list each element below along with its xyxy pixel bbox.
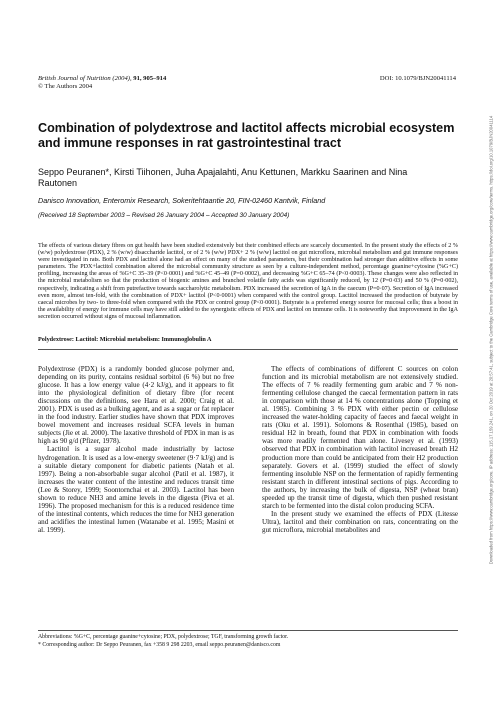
body-column-left bbox=[38, 365, 234, 534]
affiliation: Danisco Innovation, Enteromix Research, Sokeritehtaantie 20, FIN-02460 Kantvik, Finland bbox=[38, 196, 326, 205]
download-sidebar bbox=[487, 20, 495, 660]
paragraph: In the present study we examined the effects of PDX (Litesse Ultra), lactitol and their combination on rats, concentrating on the gut microflora, microbial metabolites and bbox=[262, 509, 458, 534]
keywords: Polydextrose: Lactitol: Microbial metabolism: Immunoglobulin A bbox=[38, 336, 212, 343]
journal-volume-pages: 91, 905–914 bbox=[133, 75, 167, 82]
received-dates: (Received 18 September 2003 – Revised 26 January 2004 – Accepted 30 January 2004) bbox=[38, 212, 290, 219]
keywords-divider bbox=[38, 349, 458, 350]
body-column-right bbox=[262, 365, 458, 534]
footnote-corresponding-author: * Corresponding author: Dr Seppo Peuranen, fax +358 9 298 2203, email seppo.peuranen@danisco.com bbox=[38, 642, 281, 648]
download-notice: Downloaded from https://www.cambridge.org/core. IP address: 115.17.159.241, on 20 Oct 2019 at 20:57:41, subject to the Cambridge Core terms of use, available at https://www.cambridge.org/core/terms. https://doi.org/10.1079/BJN20041114 bbox=[488, 115, 494, 565]
footnote-divider bbox=[38, 630, 458, 631]
doi: DOI: 10.1079/BJN20041114 bbox=[379, 75, 456, 82]
copyright: © The Authors 2004 bbox=[38, 83, 93, 90]
paragraph: Lactitol is a sugar alcohol made industrially by lactose hydrogenation. It is used as a low-energy sweetener (9·7 kJ/g) and is a suitable dietary component for diabetic patients (Natah et al. 1997). Being a non-absorbable sugar alcohol (Patil et al. 1987), it increases the water content of the intestine and reduces transit time (Lee & Storey, 1999; Soontornchai et al. 2003). Lactitol has been shown to reduce NH3 and amine levels in the digesta (Piva et al. 1996). The proposed mechanism for this is a reduced residence time of the intestinal contents, which reduces the time for NH3 generation and acidifies the intestinal lumen (Watanabe et al. 1995; Masini et al. 1999). bbox=[38, 445, 235, 534]
footnote-abbreviations: Abbreviations: %G+C, percentage guanine+cytosine; PDX, polydextrose; TGF, transforming growth factor. bbox=[38, 634, 289, 640]
journal-citation: British Journal of Nutrition (2004), 91, 905–914 bbox=[38, 75, 167, 82]
abstract: The effects of various dietary fibres on gut health have been studied extensively but their combined effects are scarcely documented. In the present study the effects of 2 % (w/w) polydextrose (PDX), 2 % (w/w) disaccharide lactitol, or of 2 % (w/w) PDX+ 2 % (w/w) lactitol on gut microflora, microbial metabolism and gut immune responses were investigated in rats. Both PDX and lactitol alone had an effect on many of the studied parameters, but their combination had stronger than additive effects in some parameters. The PDX+lactitol combination altered the microbial community structure as seen by a culture-independent method, percentage guanine+cytosine (%G+C) profiling, increasing the areas of %G+C 35–39 (P<0·0001) and %G+C 45–49 (P=0·0002), and decreasing %G+C 65–74 (P<0·0003). These changes were also reflected in the microbial metabolism so that the production of biogenic amines and branched volatile fatty acids was significantly reduced, by 12 (P=0·03) and 50 % (P=0·002), respectively, indicating a shift from putrefactive towards saccharolytic metabolism. PDX increased the secretion of IgA in the caecum (P=0·07). Secretion of IgA increased even more, almost ten-fold, with the combination of PDX+ lactitol (P<0·0001) when compared with the control group. Lactitol increased the production of butyrate by caecal microbes by two- to three-fold when compared with the PDX or control group (P<0·0001). Butyrate is a preferred energy source for mucosal cells; thus a boost in the availability of energy for immune cells may have still added to the synergistic effects of PDX and lactitol on immune cells. It is noteworthy that improvement in the IgA secretion occurred without signs of mucosal inflammation. bbox=[38, 243, 458, 320]
paragraph: The effects of combinations of different C sources on colon function and its microbial metabolism are not extensively studied. The effects of 7 % readily fermenting gum arabic and 7 % non-fermenting cellulose changed the caecal fermentation pattern in rats in comparison with those at 14 % concentrations alone (Topping et al. 1985). Combining 3 % PDX with either pectin or cellulose increased the water-holding capacity of faeces and faecal weight in rats (Oku et al. 1991). Solomons & Rosenthal (1985), based on residual H2 in breath, found that PDX in combination with foods was more readily fermented than alone. Livesey et al. (1993) observed that PDX in combination with lactitol increased breath H2 production more than could be anticipated from their H2 production separately. Govers et al. (1999) studied the effect of slowly fermenting insoluble NSP on the fermentation of rapidly fermenting resistant starch in different intestinal sections of pigs. According to the authors, by increasing the bulk of digesta, NSP (wheat bran) speeded up the transit time of digesta, which then pushed resistant starch to be fermented into the distal colon producing SCFA. bbox=[262, 365, 458, 510]
article-title: Combination of polydextrose and lactitol affects microbial ecosystem and immune responses in rat gastrointestinal tract bbox=[38, 121, 455, 150]
paragraph: Polydextrose (PDX) is a randomly bonded glucose polymer and, depending on its purity, contains residual sorbitol (6 %) but no free glucose. It has a low energy value (4·2 kJ/g), and it appears to fit into the physiological definition of dietary fibre (for recent discussions on the definitions, see Hara et al. 2000; Craig et al. 2001). PDX is used as a bulking agent, and as a sugar or fat replacer in the food industry. Earlier studies have shown that PDX improves bowel movement and increases residual SCFA levels in human subjects (Jie et al. 2000). The laxative threshold of PDX in man is as high as 90 g/d (Pfizer, 1978). bbox=[38, 365, 234, 446]
authors: Seppo Peuranen*, Kirsti Tiihonen, Juha Apajalahti, Anu Kettunen, Markku Saarinen and Nina Rautonen bbox=[38, 167, 408, 188]
